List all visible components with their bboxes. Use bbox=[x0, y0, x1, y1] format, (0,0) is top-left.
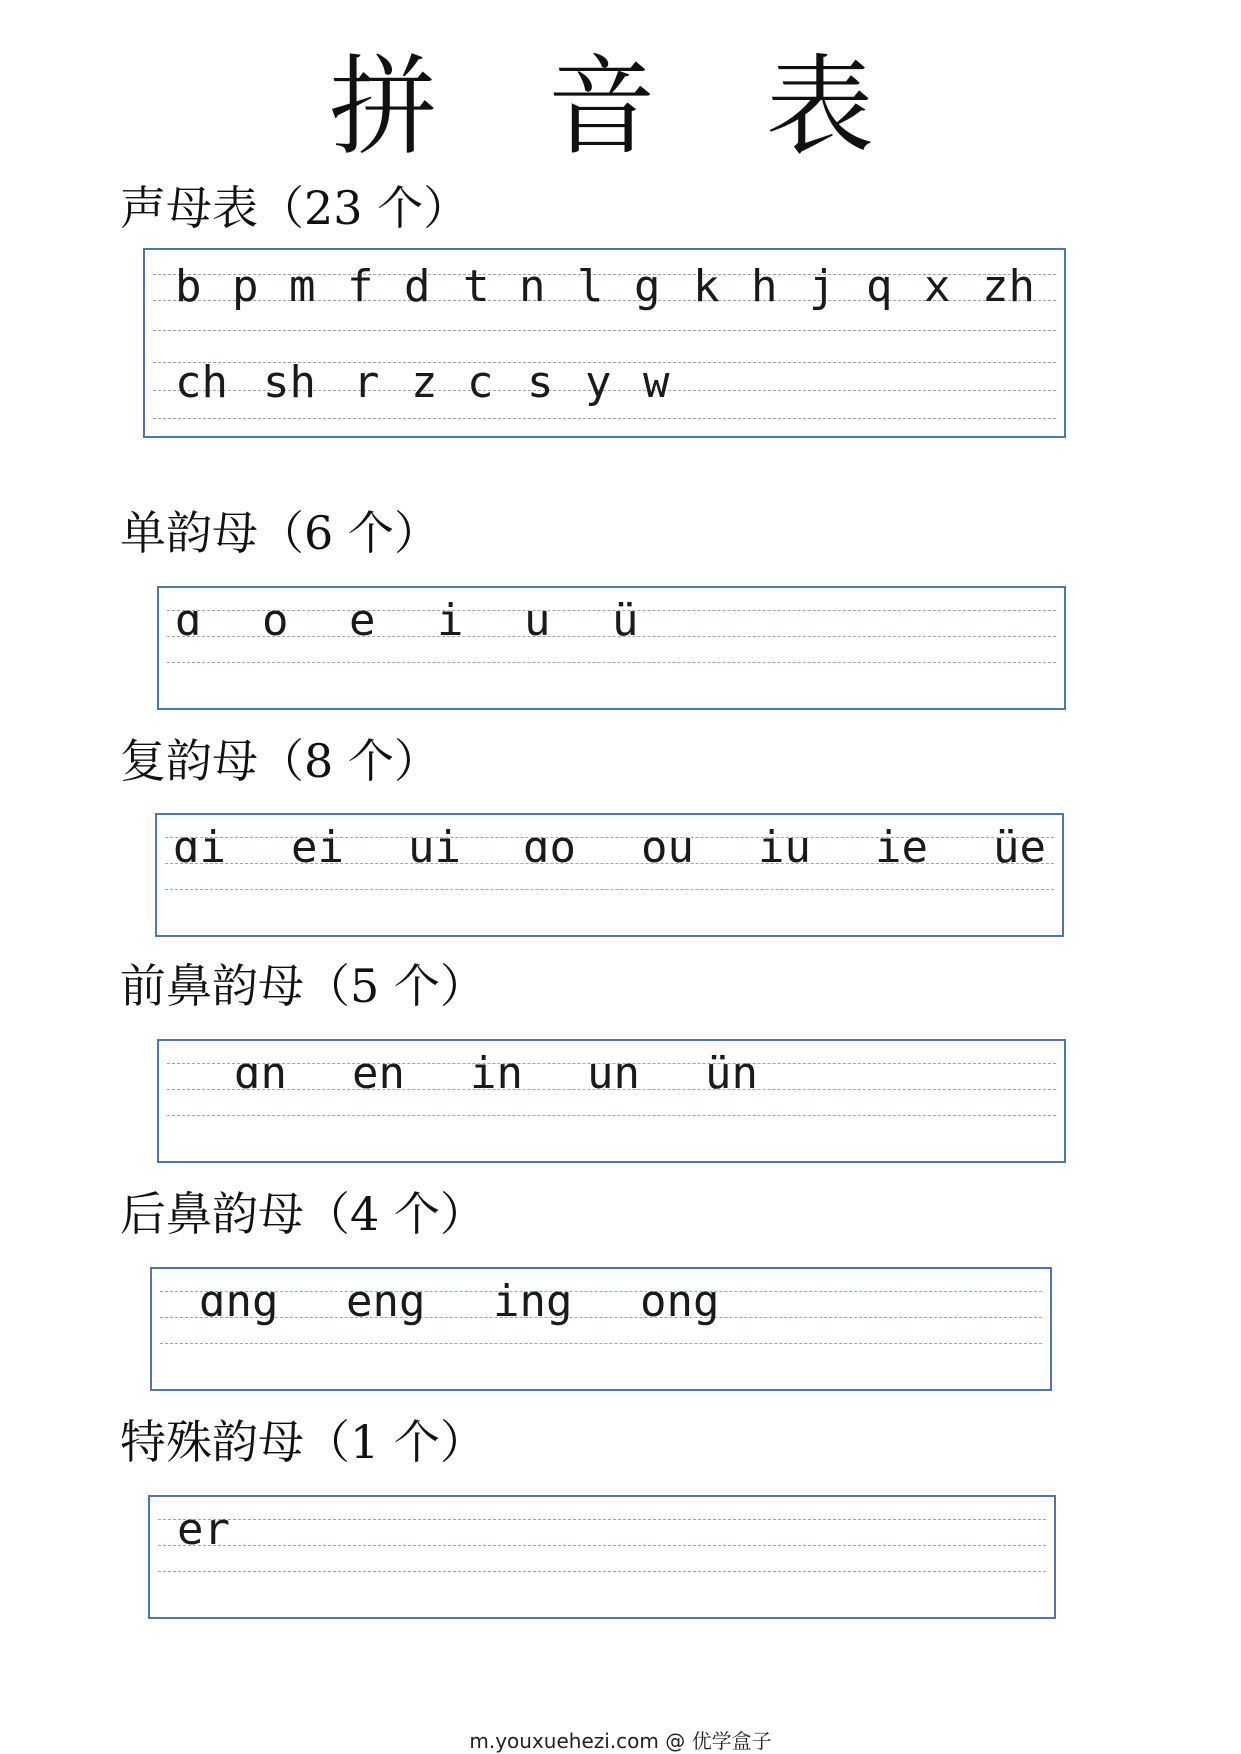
pinyin-token: ei bbox=[291, 822, 344, 873]
pinyin-token: e bbox=[349, 595, 376, 646]
back-nasal-finals-box bbox=[150, 1267, 1052, 1391]
compound-finals-box bbox=[155, 813, 1064, 937]
pinyin-token: y bbox=[585, 357, 612, 408]
pinyin-row bbox=[150, 1497, 1054, 1617]
pinyin-token: un bbox=[587, 1048, 640, 1099]
pinyin-token: k bbox=[693, 261, 720, 312]
pinyin-token: p bbox=[232, 261, 259, 312]
pinyin-token: o bbox=[262, 595, 289, 646]
pinyin-row bbox=[152, 1269, 1050, 1389]
pinyin-token: ie bbox=[875, 822, 928, 873]
pinyin-token: ɑi bbox=[173, 822, 226, 873]
pinyin-token: d bbox=[404, 261, 431, 312]
pinyin-token: b bbox=[175, 261, 202, 312]
pinyin-token: x bbox=[924, 261, 951, 312]
pinyin-token: q bbox=[866, 261, 893, 312]
pinyin-token: w bbox=[643, 357, 670, 408]
section-heading-back-nasal-finals: 后鼻韵母（4 个） bbox=[120, 1187, 486, 1241]
section-heading-special-final: 特殊韵母（1 个） bbox=[120, 1415, 486, 1469]
pinyin-token: er bbox=[177, 1504, 230, 1555]
pinyin-token: ou bbox=[641, 822, 694, 873]
pinyin-row bbox=[159, 1041, 1064, 1161]
footer-watermark: m.youxuehezi.com @ 优学盒子 bbox=[469, 1729, 772, 1753]
pinyin-token: m bbox=[289, 261, 316, 312]
initials-box bbox=[143, 248, 1066, 438]
pinyin-token: u bbox=[524, 595, 551, 646]
pinyin-token: i bbox=[437, 595, 464, 646]
pinyin-row bbox=[145, 250, 1064, 436]
section-heading-front-nasal-finals: 前鼻韵母（5 个） bbox=[120, 959, 486, 1013]
pinyin-token: eng bbox=[346, 1276, 426, 1327]
section-heading-initials: 声母表（23 个） bbox=[120, 181, 470, 235]
pinyin-token: n bbox=[519, 261, 546, 312]
pinyin-token: in bbox=[470, 1048, 523, 1099]
pinyin-token: h bbox=[751, 261, 778, 312]
pinyin-token: r bbox=[353, 357, 380, 408]
pinyin-token: c bbox=[467, 357, 494, 408]
pinyin-token: ü bbox=[612, 595, 639, 646]
page-title: 拼 音 表 bbox=[329, 45, 912, 170]
pinyin-token: ui bbox=[408, 822, 461, 873]
pinyin-token: j bbox=[809, 261, 836, 312]
simple-finals-box bbox=[157, 586, 1066, 710]
pinyin-token: en bbox=[352, 1048, 405, 1099]
pinyin-token: iu bbox=[758, 822, 811, 873]
special-final-box bbox=[148, 1495, 1056, 1619]
pinyin-token: üe bbox=[993, 822, 1046, 873]
pinyin-token: ɑo bbox=[523, 822, 576, 873]
pinyin-token: ɑng bbox=[199, 1276, 279, 1327]
pinyin-token: s bbox=[527, 357, 554, 408]
section-heading-simple-finals: 单韵母（6 个） bbox=[120, 506, 440, 560]
pinyin-token: g bbox=[634, 261, 661, 312]
pinyin-token: ong bbox=[640, 1276, 720, 1327]
pinyin-token: z bbox=[411, 357, 438, 408]
pinyin-row bbox=[159, 588, 1064, 708]
pinyin-token: ün bbox=[705, 1048, 758, 1099]
pinyin-token: ing bbox=[493, 1276, 573, 1327]
section-heading-compound-finals: 复韵母（8 个） bbox=[120, 734, 440, 788]
pinyin-token: ch bbox=[175, 357, 228, 408]
pinyin-token: sh bbox=[263, 357, 316, 408]
pinyin-token: l bbox=[577, 261, 604, 312]
pinyin-row bbox=[157, 815, 1062, 935]
pinyin-token: t bbox=[463, 261, 490, 312]
pinyin-token: f bbox=[347, 261, 374, 312]
pinyin-token: ɑ bbox=[175, 595, 202, 646]
pinyin-token: ɑn bbox=[234, 1048, 287, 1099]
front-nasal-finals-box bbox=[157, 1039, 1066, 1163]
pinyin-token: zh bbox=[982, 261, 1035, 312]
